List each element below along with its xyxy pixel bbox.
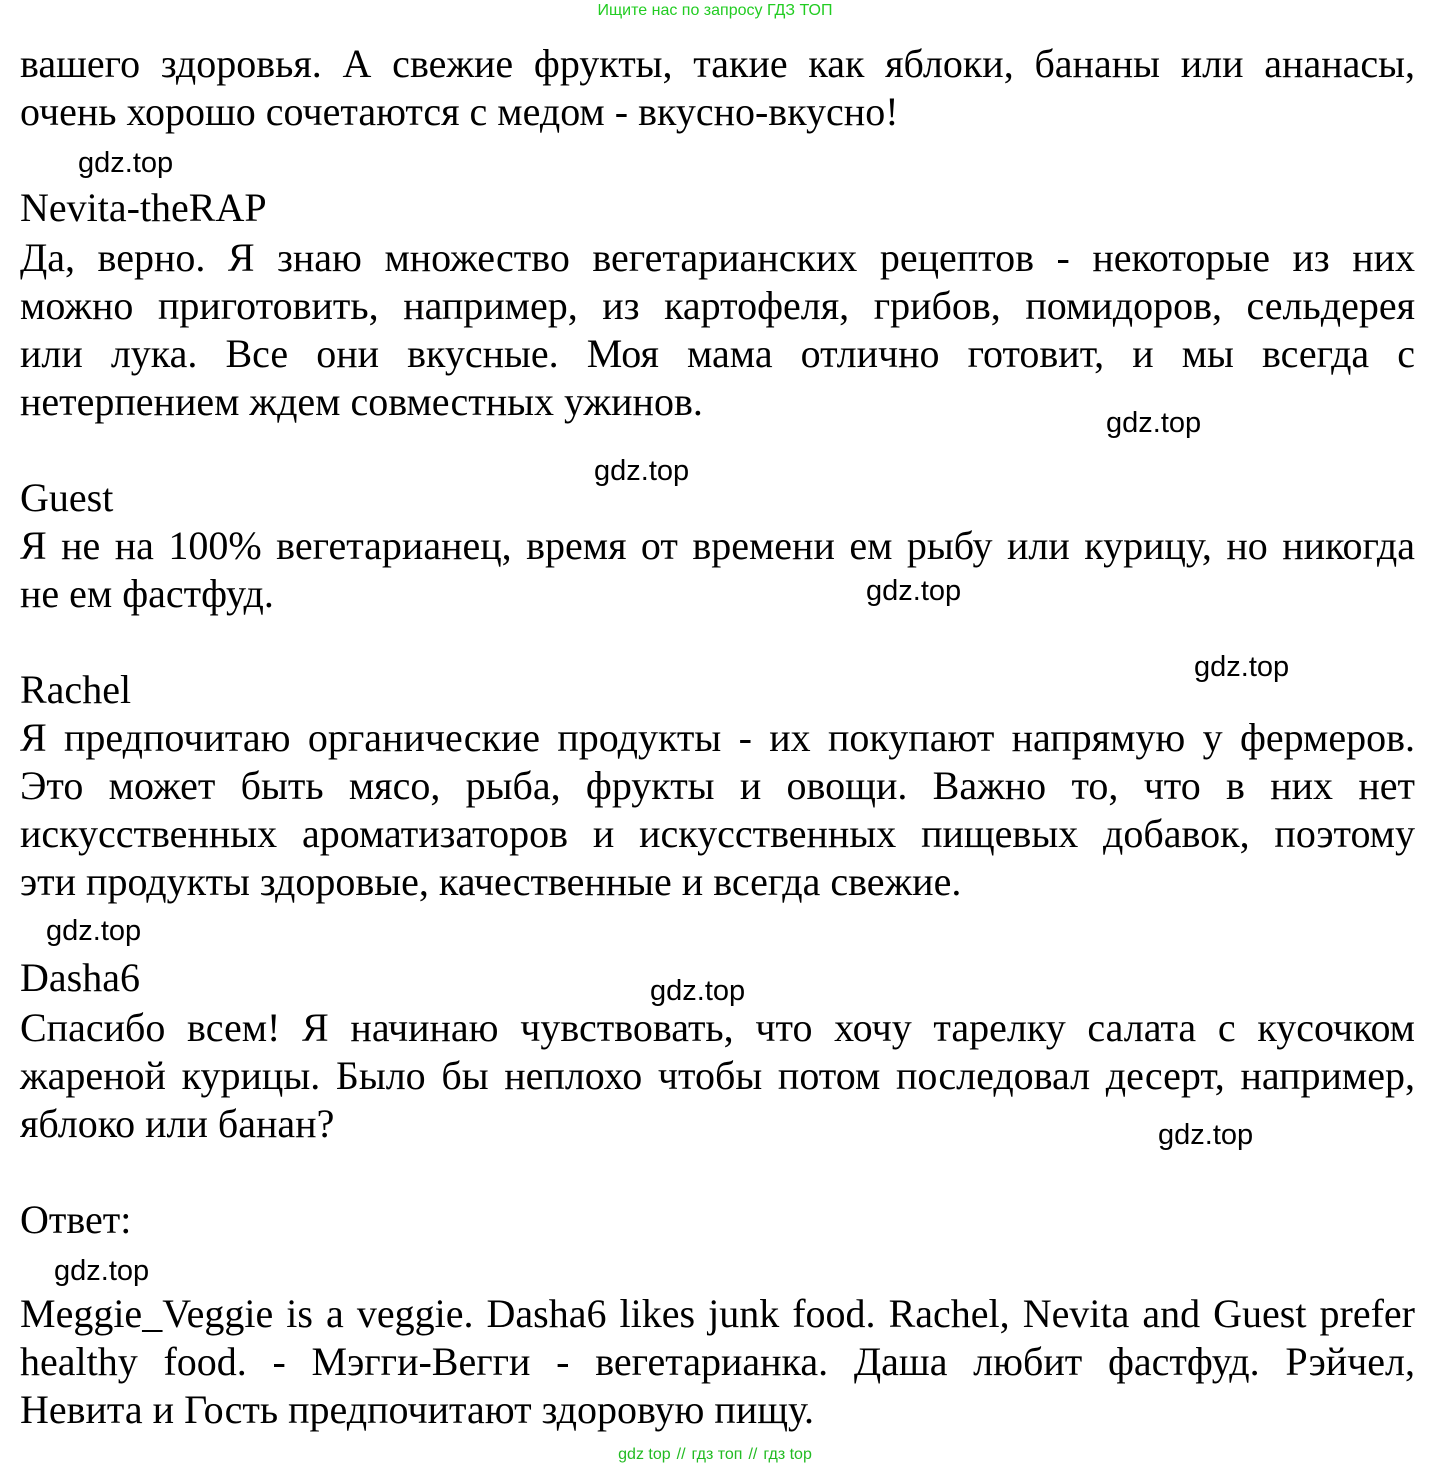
answer-line-3: Невита и Гость предпочитают здоровую пищу. bbox=[20, 1387, 815, 1432]
watermark: gdz.top bbox=[1106, 407, 1202, 439]
post-author-dasha6: Dasha6 bbox=[20, 955, 140, 1000]
post-author-nevita: Nevita-theRAP bbox=[20, 185, 267, 230]
post-nevita-line-1: Да, верно. Я знаю множество вегетарианских рецептов - некоторые из них bbox=[20, 235, 1415, 280]
post-nevita-line-3: или лука. Все они вкусные. Моя мама отлично готовит, и мы всегда с bbox=[20, 331, 1415, 376]
post-nevita-line-2: можно приготовить, например, из картофеля, грибов, помидоров, сельдерея bbox=[20, 283, 1415, 328]
intro-line-2: очень хорошо сочетаются с медом - вкусно-вкусно! bbox=[20, 89, 899, 134]
footer-separator: // bbox=[748, 1446, 758, 1463]
watermark: gdz.top bbox=[1194, 651, 1290, 683]
answer-line-2: healthy food. - Мэгги-Вегги - вегетарианка. Даша любит фастфуд. Рэйчел, bbox=[20, 1339, 1415, 1384]
post-guest-line-1: Я не на 100% вегетарианец, время от времени ем рыбу или курицу, но никогда bbox=[20, 523, 1415, 568]
watermark: gdz.top bbox=[46, 915, 142, 947]
post-dasha6-line-2: жареной курицы. Было бы неплохо чтобы потом последовал десерт, например, bbox=[20, 1053, 1415, 1098]
post-author-guest: Guest bbox=[20, 475, 114, 520]
watermark: gdz.top bbox=[54, 1255, 150, 1287]
footer-separator: // bbox=[676, 1446, 686, 1463]
top-banner[interactable]: Ищите нас по запросу ГДЗ ТОП bbox=[597, 2, 833, 19]
post-rachel-line-2: Это может быть мясо, рыба, фрукты и овощи. Важно то, что в них нет bbox=[20, 763, 1415, 808]
answer-line-1: Meggie_Veggie is a veggie. Dasha6 likes junk food. Rachel, Nevita and Guest prefer bbox=[20, 1291, 1415, 1336]
post-rachel-line-3: искусственных ароматизаторов и искусственных пищевых добавок, поэтому bbox=[20, 811, 1415, 856]
post-author-rachel: Rachel bbox=[20, 667, 132, 712]
watermark: gdz.top bbox=[594, 455, 690, 487]
post-nevita-line-4: нетерпением ждем совместных ужинов. bbox=[20, 379, 703, 424]
watermark: gdz.top bbox=[650, 975, 746, 1007]
footer-link-gdz-top-ru[interactable]: гдз топ bbox=[691, 1446, 743, 1463]
footer-link-gdz-top-mixed[interactable]: гдз top bbox=[763, 1446, 812, 1463]
post-guest-line-2: не ем фастфуд. bbox=[20, 571, 274, 616]
intro-line-1: вашего здоровья. А свежие фрукты, такие как яблоки, бананы или ананасы, bbox=[20, 41, 1415, 86]
footer-link-gdz-top[interactable]: gdz top bbox=[618, 1446, 671, 1463]
footer-links bbox=[0, 1446, 1430, 1464]
watermark: gdz.top bbox=[1158, 1119, 1254, 1151]
post-rachel-line-4: эти продукты здоровые, качественные и всегда свежие. bbox=[20, 859, 962, 904]
watermark: gdz.top bbox=[866, 575, 962, 607]
post-dasha6-line-1: Спасибо всем! Я начинаю чувствовать, что хочу тарелку салата с кусочком bbox=[20, 1005, 1415, 1050]
post-dasha6-line-3: яблоко или банан? bbox=[20, 1101, 335, 1146]
post-rachel-line-1: Я предпочитаю органические продукты - их покупают напрямую у фермеров. bbox=[20, 715, 1415, 760]
watermark: gdz.top bbox=[78, 147, 174, 179]
answer-label: Ответ: bbox=[20, 1197, 132, 1242]
